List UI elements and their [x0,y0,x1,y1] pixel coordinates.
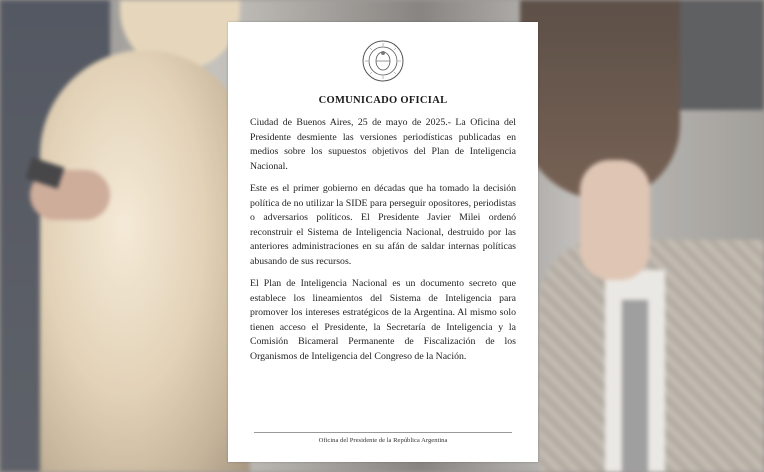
official-statement-document [228,22,538,462]
paragraph-3: El Plan de Inteligencia Nacional es un documento secreto que establece los lineamientos del Sistema de Inteligencia para promover los intereses estratégicos de la Argentina. Al mismo solo tienen acceso el Presidente, la Secretaría de Inteligencia y la Comisión Bicameral Permanente de Fiscalización de los Organismos de Inteligencia del Congreso de la Nación. [250,278,516,362]
paragraph-2: Este es el primer gobierno en décadas que ha tomado la decisión política de no utilizar la SIDE para perseguir opositores, periodistas o adversarios políticos. El Presidente Javier Milei ordenó reconstruir el Sistema de Inteligencia Nacional, destruido por las anteriores administraciones en su afán de saldar internas políticas abusando de sus recursos. [250,183,516,267]
presidential-seal-icon [362,40,404,82]
footer-divider [254,432,512,433]
document-footer: Oficina del Presidente de la República Argentina [318,437,448,444]
paragraph-1: Ciudad de Buenos Aires, 25 de mayo de 2025.- La Oficina del Presidente desmiente las versiones periodísticas publicadas en medios sobre los supuestos objetivos del Plan de Inteligencia Nacional. [250,117,516,172]
document-title: COMUNICADO OFICIAL [318,95,448,106]
document-body [250,116,516,372]
